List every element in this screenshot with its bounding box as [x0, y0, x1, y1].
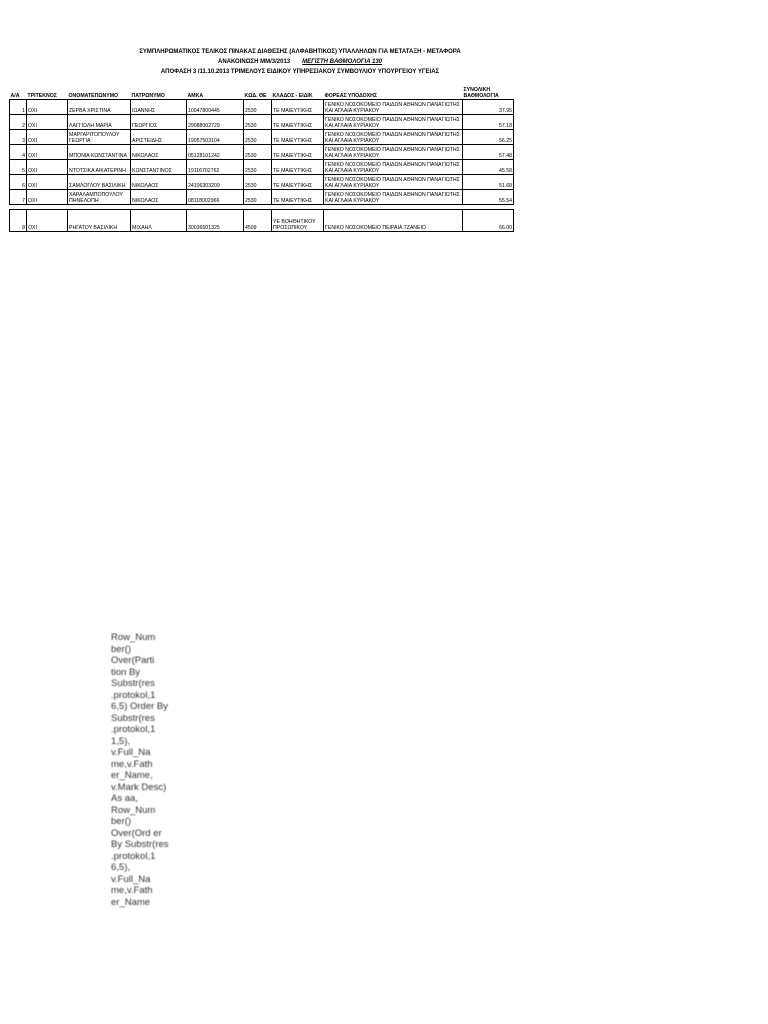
cell-father: ΓΕΩΡΓΙΟΣ — [131, 115, 187, 130]
col-header: ΦΟΡΕΑΣ ΥΠΟΔΟΧΗΣ — [324, 93, 377, 99]
cell-aa: 8 — [10, 210, 27, 232]
cell-tritek: ΟΧΙ — [27, 115, 68, 130]
cell-klados: ΤΕ ΜΑΙΕΥΤΙΚΗΣ — [272, 175, 324, 190]
cell-score: 55.54 — [463, 190, 514, 205]
cell-father: ΙΩΑΝΝΗΣ — [131, 100, 187, 115]
cell-kod: 2530 — [244, 175, 272, 190]
announcement-code: ΑΝΑΚΟΙΝΩΣΗ ΜΜ/3/2013 — [217, 59, 291, 65]
cell-tritek: ΟΧΙ — [27, 175, 68, 190]
table-body — [10, 100, 514, 232]
cell-score: 56.25 — [463, 130, 514, 145]
cell-tritek: ΟΧΙ — [27, 210, 68, 232]
cell-name: ΣΑΜΛΟΓΛΟΥ ΒΑΣΙΛΙΚΗ — [68, 175, 131, 190]
cell-foreas: ΓΕΝΙΚΟ ΝΟΣΟΚΟΜΕΙΟ ΠΑΙΔΩΝ ΑΘΗΝΩΝ ΠΑΝΑΓΙΩΤΗΣ ΚΑΙ ΑΓΛΑΙΑ ΚΥΡΙΑΚΟΥ — [324, 145, 463, 160]
cell-amka: 08118002966 — [187, 190, 244, 205]
cell-father: ΚΩΝΣΤΑΝΤΙΝΟΣ — [131, 160, 187, 175]
cell-father: ΝΙΚΟΛΑΟΣ — [131, 175, 187, 190]
col-header: ΠΑΤΡΩΝΥΜΟ — [131, 93, 165, 99]
candidates-table — [9, 81, 514, 232]
cell-tritek: ΟΧΙ — [27, 130, 68, 145]
max-score-note: ΜΕΓΙΣΤΗ ΒΑΘΜΟΛΟΓΙΑ 130 — [302, 59, 382, 65]
col-header: ΟΝΟΜΑΤΕΠΩΝΥΜΟ — [68, 93, 119, 99]
cell-score: 45.58 — [463, 160, 514, 175]
cell-amka: 19057503104 — [187, 130, 244, 145]
cell-aa: 5 — [10, 160, 27, 175]
cell-klados: ΤΕ ΜΑΙΕΥΤΙΚΗΣ — [272, 100, 324, 115]
cell-name: ΝΤΟΤΣΙΚΑ ΑΙΚΑΤΕΡΙΝΗ — [68, 160, 131, 175]
table-header-row — [10, 81, 514, 100]
cell-name: ΜΠΟΝΙΑ ΚΩΝΣΤΑΝΤΙΝΑ — [68, 145, 131, 160]
col-header: ΤΡΙΤΕΚΝΟΣ — [27, 93, 57, 99]
cell-amka: 19116702762 — [187, 160, 244, 175]
cell-name: ΜΑΡΓΑΡΙΤΟΠΟΥΛΟΥ ΓΕΩΡΓΙΑ — [68, 130, 131, 145]
cell-aa: 4 — [10, 145, 27, 160]
cell-score: 57.18 — [463, 115, 514, 130]
table-row — [10, 160, 514, 175]
cell-tritek: ΟΧΙ — [27, 100, 68, 115]
table-row — [10, 100, 514, 115]
cell-kod: 2530 — [244, 100, 272, 115]
header-title: ΣΥΜΠΛΗΡΩΜΑΤΙΚΟΣ ΤΕΛΙΚΟΣ ΠΙΝΑΚΑΣ ΔΙΑΘΕΣΗΣ (ΑΛΦΑΒΗΤΙΚΟΣ) ΥΠΑΛΛΗΛΩΝ ΓΙΑ ΜΕΤΑΤΑΞΗ - ΜΕΤΑΦΟΡΑ — [139, 49, 461, 55]
cell-kod: 2530 — [244, 190, 272, 205]
table-row — [10, 130, 514, 145]
cell-father: ΑΡΙΣΤΕΙΔΗΣ — [131, 130, 187, 145]
cell-kod: 4509 — [244, 210, 272, 232]
cell-kod: 2530 — [244, 115, 272, 130]
col-header: ΚΛΑΔΟΣ - ΕΙΔΙΚ — [272, 93, 313, 99]
table-row — [10, 190, 514, 205]
header-announcement — [80, 57, 520, 67]
cell-klados: ΤΕ ΜΑΙΕΥΤΙΚΗΣ — [272, 115, 324, 130]
cell-name: ΧΑΡΑΛΑΜΠΟΠΟΥΛΟΥ ΠΗΝΕΛΟΠΗ — [68, 190, 131, 205]
col-header: Α/Α — [10, 93, 20, 99]
col-header: ΚΩΔ. ΘΕ — [244, 93, 267, 99]
cell-klados: ΥΕ ΒΟΗΘΗΤΙΚΟΥ ΠΡΟΣΩΠΙΚΟΥ — [272, 210, 324, 232]
cell-aa: 3 — [10, 130, 27, 145]
header-decision: ΑΠΟΦΑΣΗ 3 /11.10.2013 ΤΡΙΜΕΛΟΥΣ ΕΙΔΙΚΟΥ ΥΠΗΡΕΣΙΑΚΟΥ ΣΥΜΒΟΥΛΙΟΥ ΥΠΟΥΡΓΕΙΟΥ ΥΓΕΙΑΣ — [160, 69, 440, 75]
cell-foreas: ΓΕΝΙΚΟ ΝΟΣΟΚΟΜΕΙΟ ΠΑΙΔΩΝ ΑΘΗΝΩΝ ΠΑΝΑΓΙΩΤΗΣ ΚΑΙ ΑΓΛΑΙΑ ΚΥΡΙΑΚΟΥ — [324, 115, 463, 130]
cell-foreas: ΓΕΝΙΚΟ ΝΟΣΟΚΟΜΕΙΟ ΠΑΙΔΩΝ ΑΘΗΝΩΝ ΠΑΝΑΓΙΩΤΗΣ ΚΑΙ ΑΓΛΑΙΑ ΚΥΡΙΑΚΟΥ — [324, 100, 463, 115]
cell-amka: 24106303209 — [187, 175, 244, 190]
table-row — [10, 210, 514, 232]
cell-tritek: ΟΧΙ — [27, 190, 68, 205]
cell-name: ΡΗΓΑΤΟΥ ΒΑΣΙΛΙΚΗ — [68, 210, 131, 232]
cell-tritek: ΟΧΙ — [27, 145, 68, 160]
cell-aa: 6 — [10, 175, 27, 190]
cell-father: ΜΙΧΑΗΛ — [131, 210, 187, 232]
cell-foreas: ΓΕΝΙΚΟ ΝΟΣΟΚΟΜΕΙΟ ΠΑΙΔΩΝ ΑΘΗΝΩΝ ΠΑΝΑΓΙΩΤΗΣ ΚΑΙ ΑΓΛΑΙΑ ΚΥΡΙΑΚΟΥ — [324, 130, 463, 145]
table-row — [10, 145, 514, 160]
cell-score: 51.68 — [463, 175, 514, 190]
cell-foreas: ΓΕΝΙΚΟ ΝΟΣΟΚΟΜΕΙΟ ΠΑΙΔΩΝ ΑΘΗΝΩΝ ΠΑΝΑΓΙΩΤΗΣ ΚΑΙ ΑΓΛΑΙΑ ΚΥΡΙΑΚΟΥ — [324, 160, 463, 175]
cell-klados: ΤΕ ΜΑΙΕΥΤΙΚΗΣ — [272, 160, 324, 175]
document-header — [80, 47, 520, 77]
cell-amka: 30036501325 — [187, 210, 244, 232]
cell-amka: 29088002729 — [187, 115, 244, 130]
cell-klados: ΤΕ ΜΑΙΕΥΤΙΚΗΣ — [272, 130, 324, 145]
cell-score: 66.00 — [463, 210, 514, 232]
cell-kod: 2530 — [244, 130, 272, 145]
cell-tritek: ΟΧΙ — [27, 160, 68, 175]
cell-aa: 1 — [10, 100, 27, 115]
cell-kod: 2530 — [244, 145, 272, 160]
cell-klados: ΤΕ ΜΑΙΕΥΤΙΚΗΣ — [272, 145, 324, 160]
cell-father: ΝΙΚΟΛΑΟΣ — [131, 190, 187, 205]
cell-foreas: ΓΕΝΙΚΟ ΝΟΣΟΚΟΜΕΙΟ ΠΕΙΡΑΙΑ ΤΖΑΝΕΙΟ — [324, 210, 463, 232]
cell-klados: ΤΕ ΜΑΙΕΥΤΙΚΗΣ — [272, 190, 324, 205]
col-header: ΑΜΚΑ — [187, 93, 204, 99]
cell-foreas: ΓΕΝΙΚΟ ΝΟΣΟΚΟΜΕΙΟ ΠΑΙΔΩΝ ΑΘΗΝΩΝ ΠΑΝΑΓΙΩΤΗΣ ΚΑΙ ΑΓΛΑΙΑ ΚΥΡΙΑΚΟΥ — [324, 175, 463, 190]
table-row — [10, 115, 514, 130]
cell-name: ΛΑΓΓΙΩΛΗ ΜΑΡΙΑ — [68, 115, 131, 130]
cell-score: 37.95 — [463, 100, 514, 115]
cell-kod: 2530 — [244, 160, 272, 175]
cell-foreas: ΓΕΝΙΚΟ ΝΟΣΟΚΟΜΕΙΟ ΠΑΙΔΩΝ ΑΘΗΝΩΝ ΠΑΝΑΓΙΩΤΗΣ ΚΑΙ ΑΓΛΑΙΑ ΚΥΡΙΑΚΟΥ — [324, 190, 463, 205]
sql-snippet: Row_Num ber() Over(Parti tion By Substr(res .protokol,1 6,5) Order By Substr(res .protokol,1 1,5), v.Full_Na me,v.Fath er_Name, v.Mark Desc) As aa, Row_Num ber() Over(Ord er By Substr(res .protokol,1 6,5), v.Full_Na me,v.Fath er_Name — [111, 632, 169, 908]
cell-aa: 7 — [10, 190, 27, 205]
cell-amka: 05128101242 — [187, 145, 244, 160]
cell-amka: 10047800445 — [187, 100, 244, 115]
cell-aa: 2 — [10, 115, 27, 130]
table-row — [10, 175, 514, 190]
col-header: ΣΥΝΟΛΙΚΗ ΒΑΘΜΟΛΟΓΙΑ — [463, 87, 499, 99]
cell-score: 57.48 — [463, 145, 514, 160]
cell-father: ΝΙΚΟΛΑΟΣ — [131, 145, 187, 160]
cell-name: ΖΕΡΒΑ ΧΡΙΣΤΙΝΑ — [68, 100, 131, 115]
